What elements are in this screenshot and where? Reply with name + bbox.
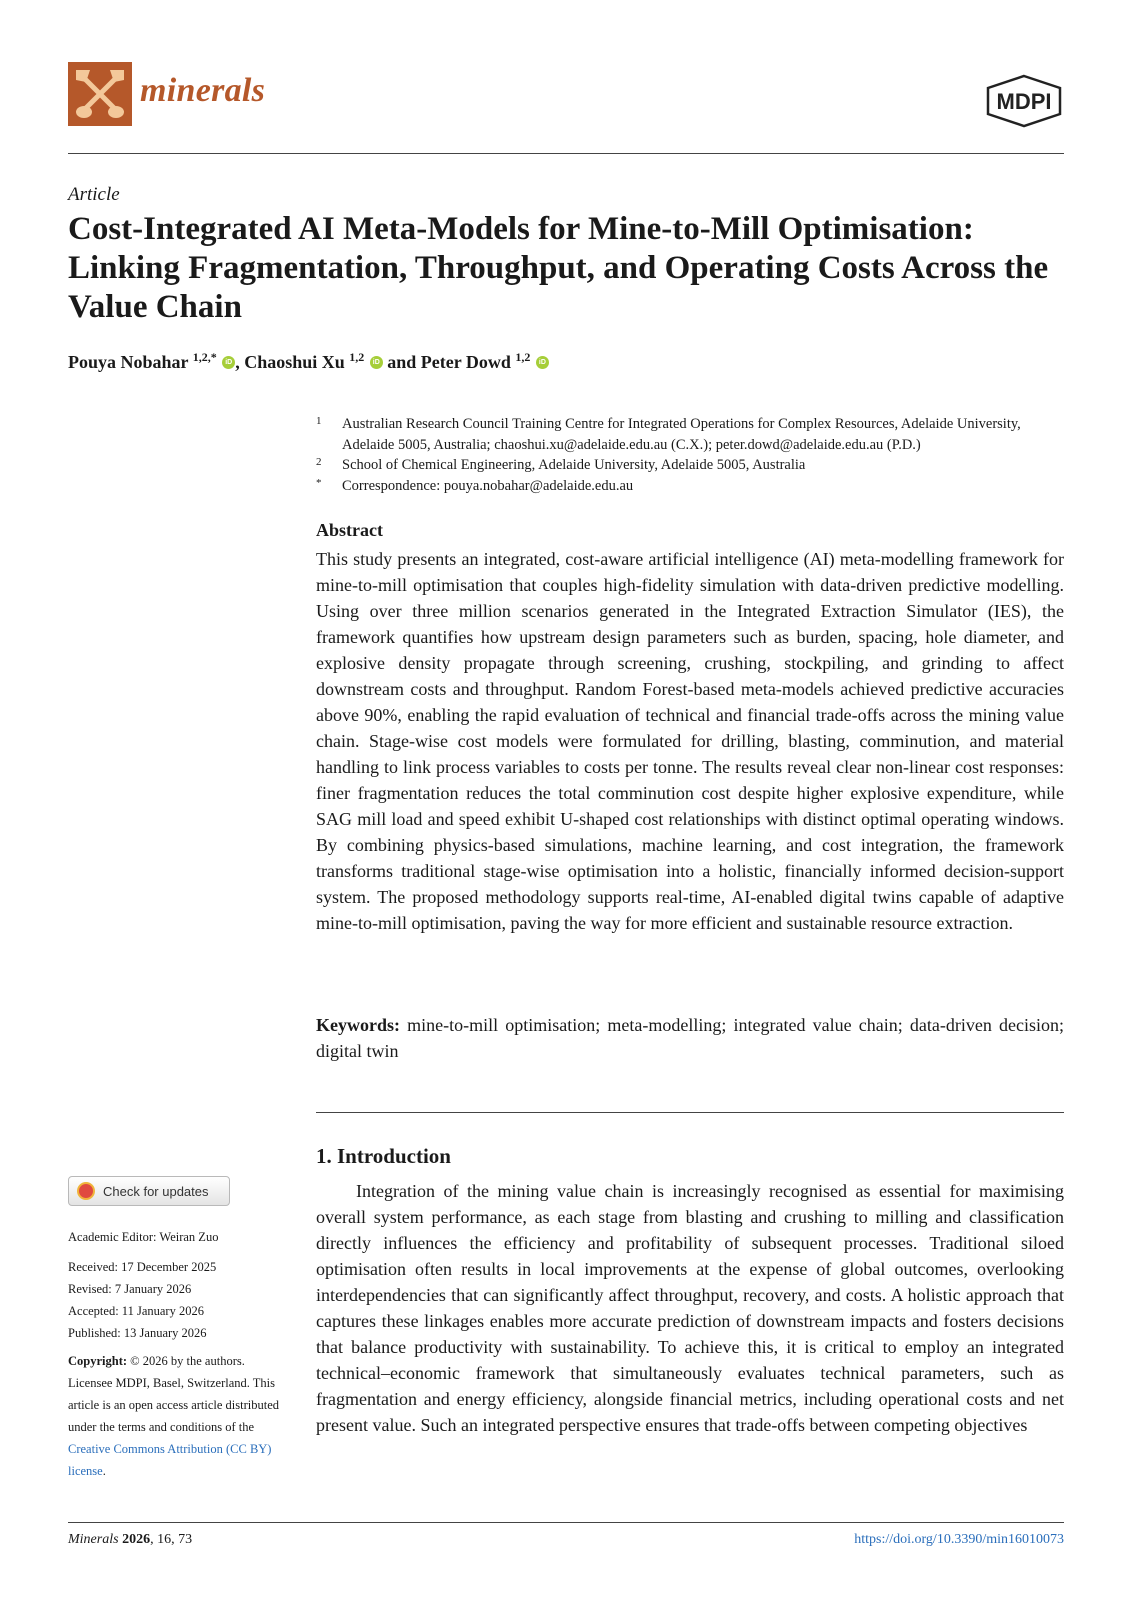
affiliation-text: Correspondence: pouya.nobahar@adelaide.edu.au [342, 477, 634, 494]
orcid-icon[interactable]: iD [536, 356, 549, 369]
affiliation-item [316, 476, 1064, 497]
journal-name: minerals [140, 72, 266, 109]
license-end: . [102, 1464, 106, 1478]
author-separator: , [235, 352, 245, 372]
affiliations [316, 414, 1064, 496]
author-conjunction: and [382, 352, 421, 372]
check-updates-label: Check for updates [103, 1183, 209, 1199]
citation-journal: Minerals [68, 1532, 119, 1547]
citation-year: 2026 [122, 1532, 151, 1547]
license-link[interactable]: Creative Commons Attribution (CC BY) license [68, 1442, 272, 1478]
header-divider [68, 153, 1064, 154]
accepted-date: Accepted: 11 January 2026 [68, 1304, 204, 1318]
author-name[interactable]: Pouya Nobahar [68, 352, 189, 372]
author-name[interactable]: Chaoshui Xu [244, 352, 345, 372]
publisher-logo-text: MDPI [996, 89, 1052, 114]
received-date: Received: 17 December 2025 [68, 1260, 217, 1274]
orcid-icon[interactable]: iD [222, 356, 235, 369]
keywords [316, 1012, 1064, 1064]
affiliation-mark: 2 [316, 456, 322, 468]
article-metadata [68, 1226, 283, 1344]
published-date: Published: 13 January 2026 [68, 1326, 207, 1340]
citation [68, 1532, 192, 1548]
academic-editor: Academic Editor: Weiran Zuo [68, 1230, 219, 1244]
copyright-label: Copyright: [68, 1354, 128, 1368]
keywords-text: mine-to-mill optimisation; meta-modelling; integrated value chain; data-driven decision; digital twin [316, 1015, 1065, 1061]
keywords-label: Keywords: [316, 1015, 400, 1035]
doi-link[interactable]: https://doi.org/10.3390/min16010073 [854, 1532, 1064, 1547]
check-updates-icon [77, 1182, 95, 1200]
check-for-updates-button[interactable] [68, 1176, 230, 1206]
affiliation-item [316, 455, 1064, 476]
author-affiliation-marks: 1,2 [349, 350, 365, 364]
copyright-text: © 2026 by the authors. Licensee MDPI, Basel, Switzerland. This article is an open access article distributed under the terms and conditions of the [68, 1354, 280, 1434]
affiliation-mark: * [316, 476, 322, 489]
abstract-divider [316, 1112, 1064, 1113]
footer-divider [68, 1522, 1064, 1523]
article-title: Cost-Integrated AI Meta-Models for Mine-to-Mill Optimisation: Linking Fragmentation, Throughput, and Operating Costs Across the Value Chain [68, 211, 1049, 325]
author-name[interactable]: Peter Dowd [420, 352, 511, 372]
article-type: Article [68, 184, 120, 205]
affiliation-item [316, 414, 1064, 455]
copyright-notice [68, 1350, 283, 1482]
revised-date: Revised: 7 January 2026 [68, 1282, 192, 1296]
section-body: Integration of the mining value chain is increasingly recognised as essential for maximising overall system performance, as each stage from blasting and crushing to milling and classification directly influences the efficiency and profitability of subsequent processes. Traditional siloed optimisation often results in local improvements at the expense of global outcomes, overlooking interdependencies that can significantly affect throughput, recovery, and costs. A holistic approach that captures these linkages enables more accurate prediction of downstream impacts and fosters decisions that balance productivity with sustainability. To achieve this, it is critical to employ an integrated technical–economic framework that simultaneously evaluates technical parameters, such as fragmentation and energy efficiency, alongside financial metrics, including operational costs and net present value. Such an integrated perspective ensures that trade-offs between competing objectives [316, 1181, 1064, 1435]
author-affiliation-marks: 1,2 [515, 350, 531, 364]
affiliation-text: Australian Research Council Training Centre for Integrated Operations for Complex Resources, Adelaide University, Adelaide 5005, Australia; chaoshui.xu@adelaide.edu.au (C.X.); peter.dowd@adelaide.edu.au (P.D.) [342, 416, 1021, 453]
affiliation-mark: 1 [316, 415, 322, 427]
abstract-heading: Abstract [316, 520, 383, 540]
section-heading: 1. Introduction [316, 1144, 451, 1168]
author-list [68, 350, 549, 373]
author-affiliation-marks: 1,2,* [192, 350, 217, 364]
orcid-icon[interactable]: iD [370, 356, 383, 369]
affiliation-text: School of Chemical Engineering, Adelaide University, Adelaide 5005, Australia [342, 457, 806, 473]
abstract-body: This study presents an integrated, cost-aware artificial intelligence (AI) meta-modelling framework for mine-to-mill optimisation that couples high-fidelity simulation with data-driven predictive modelling. Using over three million scenarios generated in the Integrated Extraction Simulator (IES), the framework quantifies how upstream design parameters such as burden, spacing, hole diameter, and explosive density propagate through screening, crushing, stockpiling, and grinding to affect downstream costs and throughput. Random Forest-based meta-models achieved predictive accuracies above 90%, enabling the rapid evaluation of technical and financial trade-offs across the mining value chain. Stage-wise cost models were formulated for drilling, blasting, comminution, and material handling to link process variables to costs per tonne. The results reveal clear non-linear cost responses: finer fragmentation reduces the total comminution cost despite higher explosive expenditure, while SAG mill load and speed exhibit U-shaped cost relationships with distinct optimal operating windows. By combining physics-based simulations, machine learning, and cost integration, the framework transforms traditional stage-wise optimisation into a holistic, financially informed decision-support system. The proposed methodology supports real-time, AI-enabled digital twins capable of adaptive mine-to-mill optimisation, paving the way for more efficient and sustainable resource extraction. [316, 549, 1064, 933]
journal-logo-icon [68, 62, 132, 126]
citation-volume-page: , 16, 73 [150, 1532, 193, 1547]
publisher-logo [984, 74, 1064, 128]
